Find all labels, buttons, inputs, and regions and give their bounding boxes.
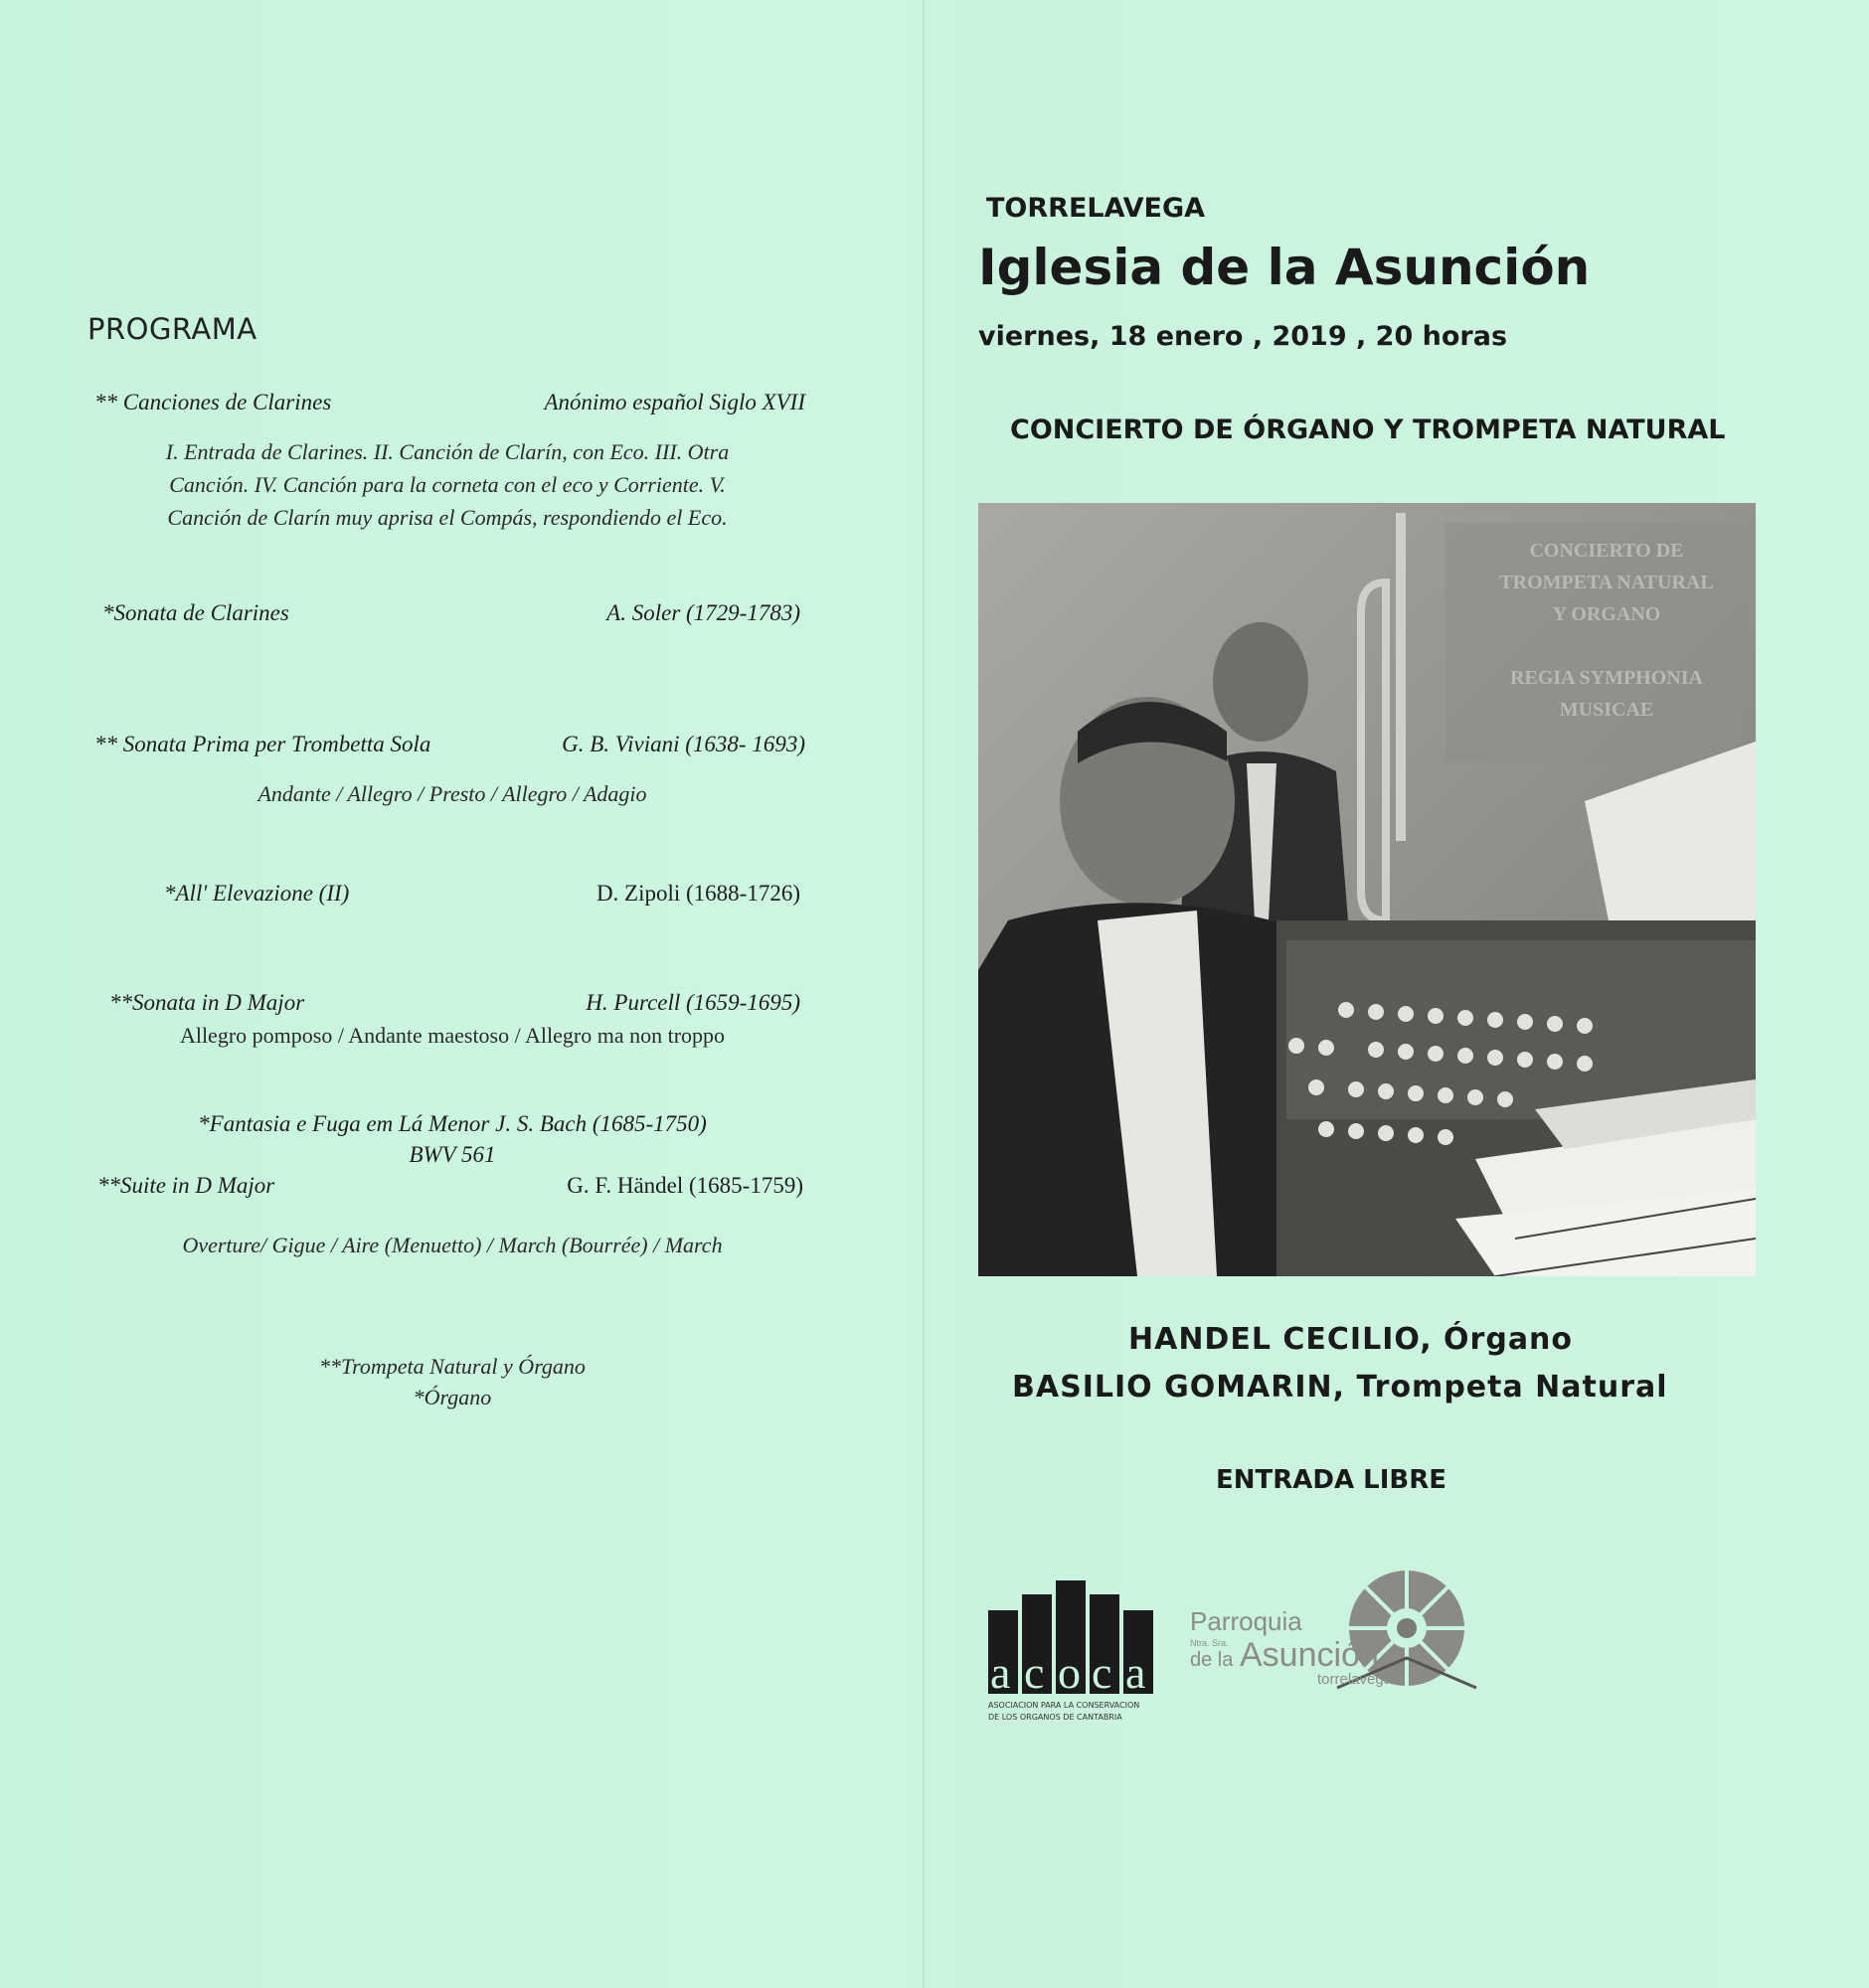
- movements-line: Canción. IV. Canción para la corneta con el eco y Corriente. V.: [169, 472, 726, 497]
- movements-line: I. Entrada de Clarines. II. Canción de Clarín, con Eco. III. Otra: [165, 439, 730, 464]
- piece-title: **Sonata in D Major: [109, 990, 305, 1015]
- photo-banner-line: Y ORGANO: [1552, 603, 1661, 625]
- parroquia-small: Ntra. Sra.: [1190, 1638, 1229, 1648]
- composer: Anónimo español Siglo XVII: [544, 390, 805, 414]
- program-item-7-movements: Overture/ Gigue / Aire (Menuetto) / March (Bourrée) / March: [182, 1233, 723, 1257]
- piece-title: ** Sonata Prima per Trombetta Sola: [94, 732, 431, 756]
- composer: D. Zipoli (1688-1726): [595, 881, 800, 906]
- program-item-6: *Fantasia e Fuga em Lá Menor J. S. Bach (1685-1750): [198, 1111, 707, 1136]
- city: TORRELAVEGA: [986, 193, 1206, 224]
- entry-free: ENTRADA LIBRE: [1216, 1465, 1446, 1495]
- fold-line: [923, 0, 925, 1988]
- svg-text:c: c: [1024, 1647, 1045, 1698]
- photo-banner-line: REGIA SYMPHONIA: [1510, 667, 1703, 689]
- concert-title: CONCIERTO DE ÓRGANO Y TROMPETA NATURAL: [1010, 414, 1726, 445]
- parroquia-line2b: Asunción: [1240, 1636, 1379, 1674]
- movements-line: Canción de Clarín muy aprisa el Compás, respondiendo el Eco.: [167, 505, 728, 530]
- acoca-logo: [988, 1580, 1157, 1730]
- composer: G. F. Händel (1685-1759): [567, 1173, 803, 1198]
- program-item-1-movements: [109, 435, 785, 534]
- piece-title: **Suite in D Major: [97, 1173, 275, 1198]
- svg-text:a: a: [1125, 1647, 1146, 1698]
- composer: A. Soler (1729-1783): [606, 600, 800, 625]
- piece-title: ** Canciones de Clarines: [94, 390, 332, 414]
- parroquia-line1: Parroquia: [1190, 1606, 1302, 1636]
- piece-title: *All' Elevazione (II): [164, 881, 350, 906]
- piece-title: *Sonata de Clarines: [102, 600, 289, 625]
- event-date: viernes, 18 enero , 2019 , 20 horas: [978, 321, 1508, 352]
- composer: G. B. Viviani (1638- 1693): [562, 732, 805, 756]
- svg-text:o: o: [1058, 1647, 1081, 1698]
- parroquia-line2a: de la: [1190, 1649, 1234, 1671]
- parroquia-logo: [1188, 1561, 1486, 1720]
- program-item-5-movements: Allegro pomposo / Andante maestoso / Allegro ma non troppo: [179, 1023, 726, 1048]
- photo-banner-line: TROMPETA NATURAL: [1499, 572, 1714, 593]
- acoca-subtitle: ASOCIACION PARA LA CONSERVACION: [988, 1701, 1140, 1710]
- program-heading: PROGRAMA: [87, 312, 257, 346]
- legend-trumpet-organ: **Trompeta Natural y Órgano: [319, 1354, 586, 1379]
- church-title: Iglesia de la Asunción: [978, 239, 1591, 296]
- parroquia-line3: torrelavega: [1317, 1671, 1393, 1688]
- photo-banner-line: MUSICAE: [1559, 699, 1654, 721]
- performers-photo: [978, 503, 1756, 1276]
- composer: H. Purcell (1659-1695): [586, 990, 800, 1015]
- svg-text:c: c: [1092, 1647, 1112, 1698]
- photo-banner-line: CONCIERTO DE: [1529, 540, 1684, 562]
- program-item-6-catalog: BWV 561: [409, 1142, 496, 1167]
- performer-organ: HANDEL CECILIO, Órgano: [1128, 1322, 1574, 1357]
- legend-organ: *Órgano: [413, 1385, 492, 1409]
- program-item-3-movements: Andante / Allegro / Presto / Allegro / Adagio: [257, 781, 647, 806]
- acoca-subtitle: DE LOS ORGANOS DE CANTABRIA: [988, 1713, 1122, 1722]
- performer-trumpet: BASILIO GOMARIN, Trompeta Natural: [1012, 1370, 1668, 1405]
- svg-text:a: a: [990, 1647, 1011, 1698]
